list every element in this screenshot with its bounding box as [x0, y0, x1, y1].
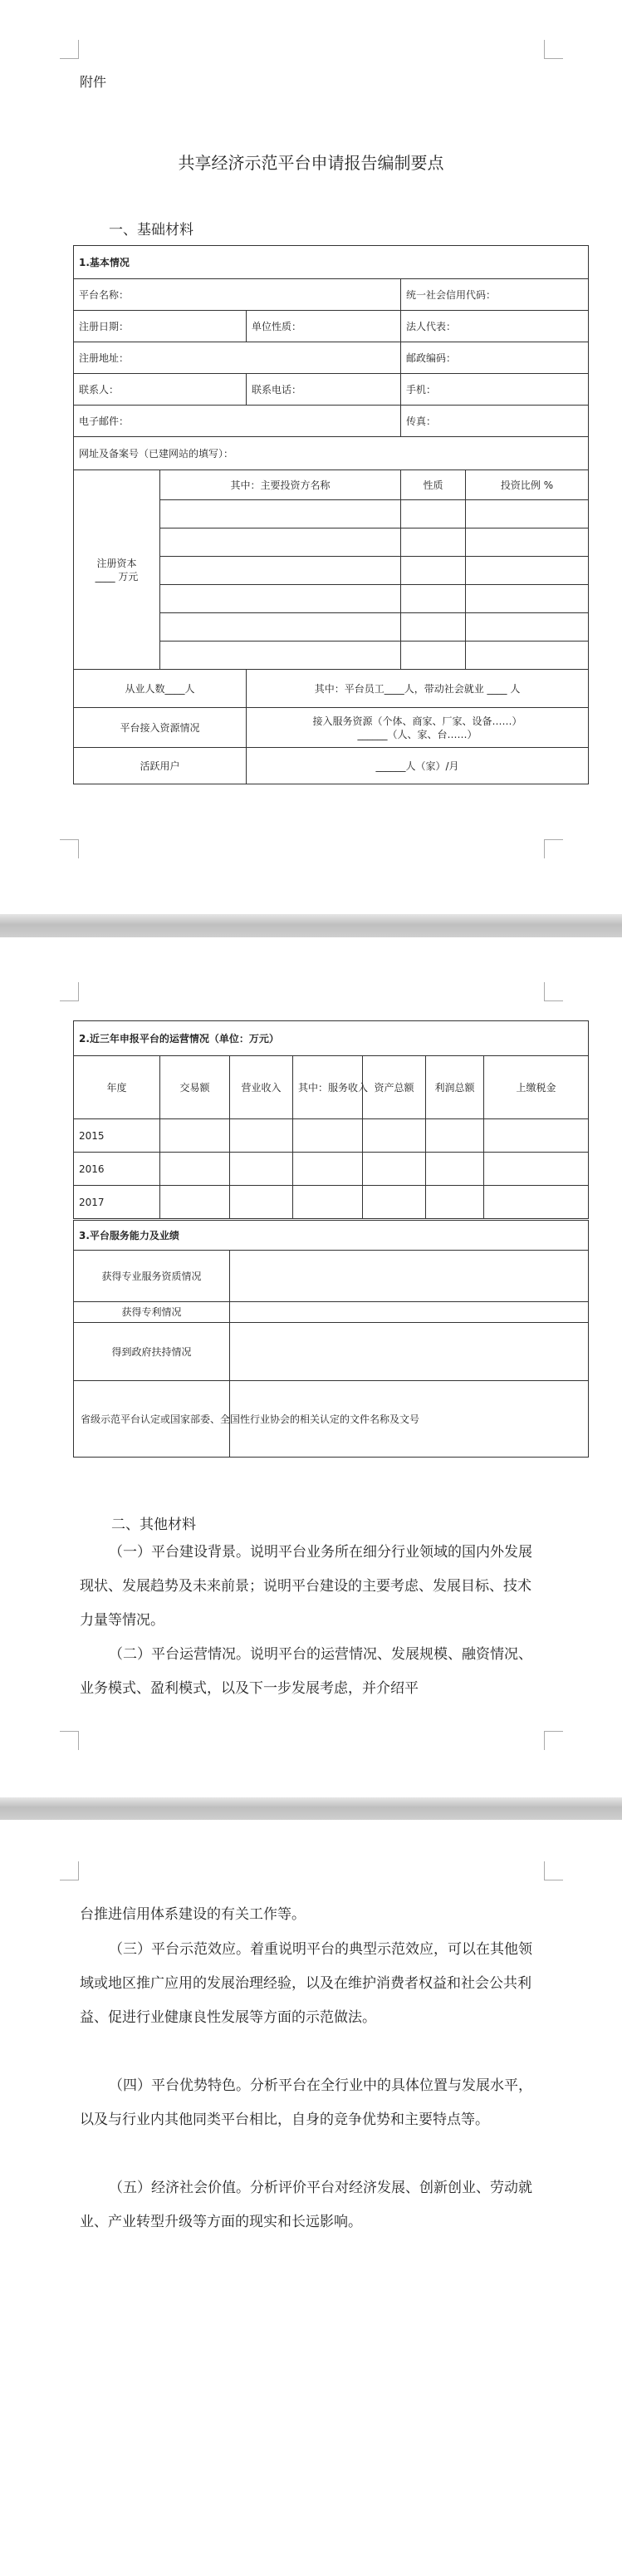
active-users-field: ______人（家）/月: [247, 748, 589, 784]
table-cell: [363, 1186, 426, 1219]
col-year: 年度: [74, 1056, 160, 1119]
col-tax: 上缴税金: [484, 1056, 589, 1119]
contact-phone-field: 联系电话：: [247, 374, 401, 406]
active-users-label: 活跃用户: [74, 748, 247, 784]
col-service-revenue: 其中：服务收入: [293, 1056, 363, 1119]
document-page-2: [0, 937, 622, 1797]
paragraph-background: [80, 1536, 545, 1638]
section-heading-other: 二、其他材料: [111, 1517, 196, 1533]
employees-detail-field: 其中：平台员工____人，带动社会就业 ____ 人: [247, 670, 589, 708]
table-cell: [401, 613, 466, 642]
paragraph-value: [80, 2171, 545, 2239]
table-cell: [230, 1323, 589, 1381]
table-cell: [160, 642, 401, 670]
paragraph-text: （五）经济社会价值。分析评价平台对经济发展、创新创业、劳动就业、产业转型升级等方面的现实和长远影响。: [80, 2180, 532, 2230]
table-cell: [230, 1186, 293, 1219]
postcode-field: 邮政编码：: [401, 342, 589, 374]
col-transaction: 交易额: [160, 1056, 230, 1119]
resources-label: 平台接入资源情况: [74, 708, 247, 748]
fax-field: 传真：: [401, 406, 589, 437]
table-cell: [426, 1186, 484, 1219]
table-cell: [160, 613, 401, 642]
email-field: 电子邮件：: [74, 406, 401, 437]
corner-mark: [60, 1731, 79, 1750]
paragraph-operations-continued: [80, 1898, 545, 1932]
operations-heading: 2.近三年申报平台的运营情况（单位：万元）: [74, 1021, 589, 1056]
table-cell: [293, 1186, 363, 1219]
year-2015: 2015: [74, 1119, 160, 1153]
table-cell: [293, 1153, 363, 1186]
page-gap: [0, 914, 622, 937]
table-cell: [484, 1153, 589, 1186]
table-cell: [230, 1153, 293, 1186]
qualification-label: 获得专业服务资质情况: [74, 1251, 230, 1302]
paragraph-demonstration: [80, 1933, 545, 2035]
paragraph-text: （一）平台建设背景。说明平台业务所在细分行业领域的国内外发展现状、发展趋势及未来前景；说明平台建设的主要考虑、发展目标、技术力量等情况。: [80, 1544, 532, 1629]
table-cell: [466, 613, 589, 642]
reg-date-field: 注册日期：: [74, 311, 247, 342]
year-2016: 2016: [74, 1153, 160, 1186]
employees-field: 从业人数____人: [74, 670, 247, 708]
table-cell: [484, 1119, 589, 1153]
investor-nature-header: 性质: [401, 470, 466, 500]
resources-line-2: ______（人、家、台……）: [357, 728, 478, 740]
corner-mark: [544, 40, 563, 59]
gov-support-label: 得到政府扶持情况: [74, 1323, 230, 1381]
table-cell: [160, 1153, 230, 1186]
table-cell: [401, 528, 466, 557]
table-cell: [426, 1119, 484, 1153]
table-cell: [426, 1153, 484, 1186]
recognition-label: 省级示范平台认定或国家部委、全国性行业协会的相关认定的文件名称及文号: [74, 1381, 230, 1458]
platform-name-field: 平台名称：: [74, 279, 401, 311]
corner-mark: [544, 839, 563, 858]
unit-nature-field: 单位性质：: [247, 311, 401, 342]
table-cell: [230, 1251, 589, 1302]
paragraph-text: （三）平台示范效应。着重说明平台的典型示范效应，可以在其他领域或地区推广应用的发展治理经验，以及在维护消费者权益和社会公共利益、促进行业健康良性发展等方面的示范做法。: [80, 1941, 532, 2026]
table-cell: [401, 500, 466, 528]
table-cell: [230, 1119, 293, 1153]
table-cell: [401, 557, 466, 585]
investor-name-header: 其中：主要投资方名称: [160, 470, 401, 500]
table-cell: [466, 557, 589, 585]
basic-info-table: [73, 245, 589, 784]
mobile-field: 手机：: [401, 374, 589, 406]
corner-mark: [544, 982, 563, 1001]
contact-field: 联系人：: [74, 374, 247, 406]
corner-mark: [60, 839, 79, 858]
website-field: 网址及备案号（已建网站的填写）：: [74, 437, 589, 470]
col-profit: 利润总额: [426, 1056, 484, 1119]
resources-field: [247, 708, 589, 748]
reg-address-field: 注册地址：: [74, 342, 401, 374]
table-cell: [401, 642, 466, 670]
table-cell: [466, 500, 589, 528]
table-cell: [363, 1153, 426, 1186]
table-cell: [160, 500, 401, 528]
paragraph-operations: [80, 1638, 545, 1740]
patents-label: 获得专利情况: [74, 1302, 230, 1323]
col-revenue: 营业收入: [230, 1056, 293, 1119]
document-page-3: [0, 1820, 622, 2576]
document-page-1: [0, 0, 622, 914]
table-cell: [363, 1119, 426, 1153]
capability-table: [73, 1220, 589, 1458]
table-cell: [466, 585, 589, 613]
resources-line-1: 接入服务资源（个体、商家、厂家、设备……）: [312, 715, 522, 727]
capital-text: 注册资本: [96, 557, 137, 569]
corner-mark: [60, 40, 79, 59]
registered-capital-label: [74, 470, 160, 670]
corner-mark: [544, 1861, 563, 1880]
corner-mark: [544, 1731, 563, 1750]
table-cell: [293, 1119, 363, 1153]
table-cell: [160, 585, 401, 613]
paragraph-text: （四）平台优势特色。分析平台在全行业中的具体位置与发展水平，以及与行业内其他同类平台相比，自身的竞争优势和主要特点等。: [80, 2077, 532, 2128]
corner-mark: [60, 982, 79, 1001]
paragraph-advantages: [80, 2069, 545, 2137]
legal-rep-field: 法人代表：: [401, 311, 589, 342]
operations-table: [73, 1020, 589, 1219]
investor-ratio-header: 投资比例 %: [466, 470, 589, 500]
table-cell: [160, 1119, 230, 1153]
table-cell: [160, 557, 401, 585]
table-cell: [484, 1186, 589, 1219]
table-heading: 1.基本情况: [74, 246, 589, 279]
paragraph-text: （二）平台运营情况。说明平台的运营情况、发展规模、融资情况、业务模式、盈利模式，以及下一步发展考虑，并介绍平: [80, 1646, 532, 1697]
credit-code-field: 统一社会信用代码：: [401, 279, 589, 311]
table-cell: [160, 1186, 230, 1219]
page-gap: [0, 1797, 622, 1820]
year-2017: 2017: [74, 1186, 160, 1219]
attachment-label: 附件: [80, 74, 107, 90]
capability-heading: 3.平台服务能力及业绩: [74, 1221, 589, 1251]
capital-unit-text: ____ 万元: [95, 570, 139, 583]
table-cell: [401, 585, 466, 613]
table-cell: [466, 528, 589, 557]
table-cell: [466, 642, 589, 670]
table-cell: [230, 1302, 589, 1323]
paragraph-text: 台推进信用体系建设的有关工作等。: [80, 1906, 306, 1923]
section-heading-basic: 一、基础材料: [109, 222, 193, 238]
col-assets: 资产总额: [363, 1056, 426, 1119]
corner-mark: [60, 1861, 79, 1880]
document-title: 共享经济示范平台申请报告编制要点: [178, 153, 444, 173]
table-cell: [160, 528, 401, 557]
